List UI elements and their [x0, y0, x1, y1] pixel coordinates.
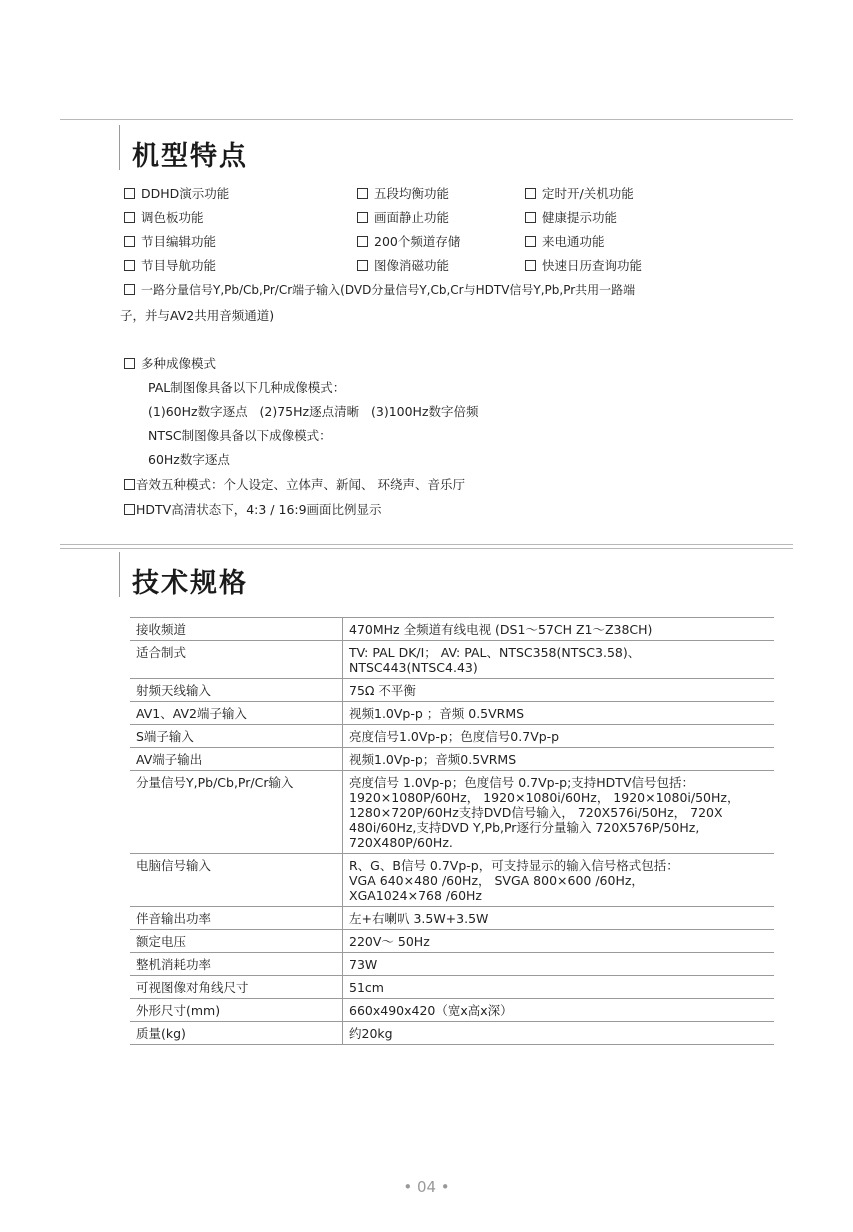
section-divider [60, 548, 793, 549]
spec-value: 470MHz 全频道有线电视 (DS1～57CH Z1～Z38CH) [343, 618, 775, 641]
page-number: • 04 • [403, 1178, 450, 1196]
feature-item: 来电通功能 [525, 232, 605, 250]
features-title: 机型特点 [132, 141, 248, 172]
spec-value: 75Ω 不平衡 [343, 679, 775, 702]
feature-item: DDHD演示功能 [124, 184, 229, 202]
checkbox-icon [124, 260, 135, 271]
spec-label: 外形尺寸(mm) [130, 999, 343, 1022]
spec-value: 73W [343, 953, 775, 976]
feature-item: 快速日历查询功能 [525, 256, 642, 274]
spec-label: 可视图像对角线尺寸 [130, 976, 343, 999]
feature-item: 五段均衡功能 [357, 184, 449, 202]
spec-row [130, 854, 774, 907]
spec-row [130, 725, 774, 748]
spec-row [130, 748, 774, 771]
feature-item: 节目导航功能 [124, 256, 216, 274]
spec-label: S端子输入 [130, 725, 343, 748]
component-input-feature: 一路分量信号Y,Pb/Cb,Pr/Cr端子输入(DVD分量信号Y,Cb,Cr与HDTV信号Y,Pb,Pr共用一路端 [124, 281, 635, 298]
spec-value: 左+右喇叭 3.5W+3.5W [343, 907, 775, 930]
spec-value: 约20kg [343, 1022, 775, 1045]
checkbox-icon [124, 188, 135, 199]
checkbox-icon [525, 236, 536, 247]
feature-item: 调色板功能 [124, 208, 204, 226]
checkbox-icon [124, 236, 135, 247]
feature-item: 节目编辑功能 [124, 232, 216, 250]
checkbox-icon [525, 188, 536, 199]
spec-value: 视频1.0Vp-p；音频0.5VRMS [343, 748, 775, 771]
sound-modes-feature: 音效五种模式：个人设定、立体声、新闻、 环绕声、音乐厅 [124, 475, 465, 493]
checkbox-icon [124, 212, 135, 223]
spec-label: AV端子输出 [130, 748, 343, 771]
spec-row [130, 679, 774, 702]
spec-row [130, 702, 774, 725]
spec-label: 整机消耗功率 [130, 953, 343, 976]
spec-row [130, 930, 774, 953]
imaging-mode-line: 60Hz数字逐点 [148, 452, 230, 467]
imaging-mode-line: (1)60Hz数字逐点 (2)75Hz逐点清晰 (3)100Hz数字倍频 [148, 404, 479, 419]
feature-item: 定时开/关机功能 [525, 184, 634, 202]
top-divider [60, 119, 793, 120]
specs-title-bar [119, 552, 120, 597]
feature-item: 200个频道存储 [357, 232, 460, 250]
feature-item: 画面静止功能 [357, 208, 449, 226]
spec-row [130, 771, 774, 854]
spec-row [130, 618, 774, 641]
spec-label: 射频天线输入 [130, 679, 343, 702]
spec-row [130, 641, 774, 679]
specs-table [130, 617, 774, 1045]
spec-row [130, 953, 774, 976]
spec-row [130, 999, 774, 1022]
feature-item: 图像消磁功能 [357, 256, 449, 274]
spec-row [130, 976, 774, 999]
feature-item: 健康提示功能 [525, 208, 617, 226]
spec-label: 电脑信号输入 [130, 854, 343, 907]
spec-label: 质量(kg) [130, 1022, 343, 1045]
hdtv-ratio-feature: HDTV高清状态下，4:3 / 16:9画面比例显示 [124, 500, 382, 518]
spec-row [130, 1022, 774, 1045]
spec-value: 亮度信号1.0Vp-p；色度信号0.7Vp-p [343, 725, 775, 748]
spec-label: 额定电压 [130, 930, 343, 953]
spec-value: R、G、B信号 0.7Vp-p，可支持显示的输入信号格式包括： VGA 640×480 /60Hz， SVGA 800×600 /60Hz， XGA1024×768 /60Hz [343, 854, 775, 907]
checkbox-icon [357, 212, 368, 223]
checkbox-icon [357, 188, 368, 199]
spec-label: 分量信号Y,Pb/Cb,Pr/Cr输入 [130, 771, 343, 854]
component-input-feature-continued: 子，并与AV2共用音频通道) [120, 308, 275, 323]
checkbox-icon [525, 212, 536, 223]
spec-value: 660x490x420（宽x高x深） [343, 999, 775, 1022]
section-divider [60, 544, 793, 545]
imaging-mode-line: NTSC制图像具备以下成像模式： [148, 428, 332, 443]
checkbox-icon [525, 260, 536, 271]
imaging-mode-line: PAL制图像具备以下几种成像模式： [148, 380, 346, 395]
imaging-modes-title: 多种成像模式 [124, 354, 216, 372]
spec-value: 51cm [343, 976, 775, 999]
spec-label: 伴音输出功率 [130, 907, 343, 930]
checkbox-icon [124, 358, 135, 369]
specs-title: 技术规格 [132, 568, 248, 599]
spec-label: AV1、AV2端子输入 [130, 702, 343, 725]
checkbox-icon [124, 479, 135, 490]
features-title-bar [119, 125, 120, 170]
checkbox-icon [124, 284, 135, 295]
spec-value: TV: PAL DK/I； AV: PAL、NTSC358(NTSC3.58)、 NTSC443(NTSC4.43) [343, 641, 775, 679]
checkbox-icon [124, 504, 135, 515]
spec-row [130, 907, 774, 930]
checkbox-icon [357, 260, 368, 271]
spec-label: 适合制式 [130, 641, 343, 679]
spec-value: 视频1.0Vp-p ；音频 0.5VRMS [343, 702, 775, 725]
spec-value: 亮度信号 1.0Vp-p；色度信号 0.7Vp-p;支持HDTV信号包括： 1920×1080P/60Hz， 1920×1080i/60Hz， 1920×1080i/50Hz， 1280×720P/60Hz支持DVD信号输入， 720X576i/50Hz， 720X 480i/60Hz,支持DVD Y,Pb,Pr逐行分量输入 720X576P/50Hz, 720X480P/60Hz. [343, 771, 775, 854]
spec-label: 接收频道 [130, 618, 343, 641]
spec-value: 220V～ 50Hz [343, 930, 775, 953]
checkbox-icon [357, 236, 368, 247]
